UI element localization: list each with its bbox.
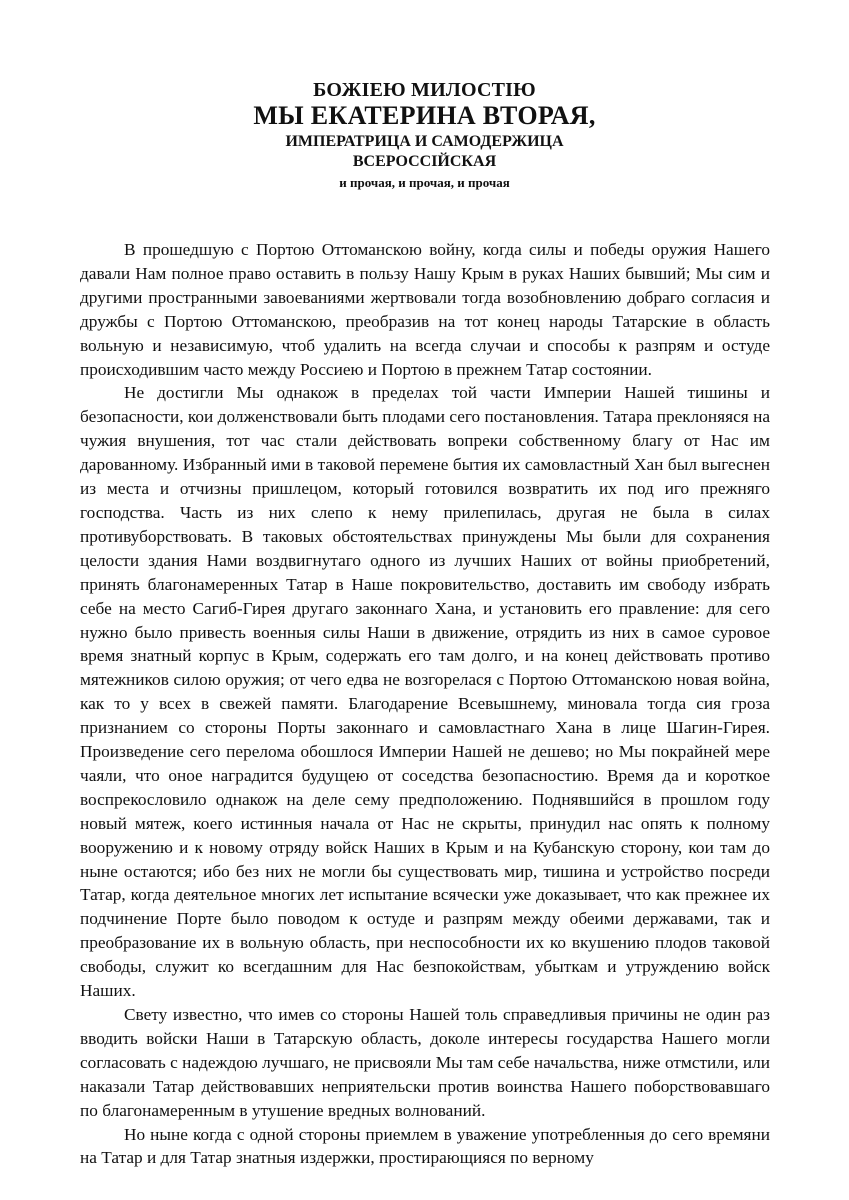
paragraph: Но ныне когда с одной стороны приемлем в уважение употребленныя до сего времяни на Татар и для Татар знатныя издержки, простирающияся по верному [80, 1124, 770, 1168]
header-empress-name: МЫ ЕКАТЕРИНА ВТОРАЯ, [253, 101, 596, 130]
header-realm-line: ВСЕРОССІЙСКАЯ [352, 153, 497, 170]
paragraph: В прошедшую с Портою Оттоманскою войну, когда силы и победы оружия Нашего давали Нам полное право оставить в пользу Нашу Крым в руках Наших бывший; Мы сим и другими пространными завоеваниями жертвовали тогда возобновлению добраго согласия и дружбы с Портою Оттоманскою, преобразив на тот конец народы Татарские в область вольную и независимую, чтоб удалить на всегда случаи и способы к разпрям и остуде происходившим часто между Россиею и Портою в прежнем Татар состоянии. [80, 240, 770, 379]
header-by-grace-line: БОЖІЕЮ МИЛОСТІЮ [313, 79, 536, 101]
manifesto-body [80, 238, 770, 1170]
paragraph: Не достигли Мы однакож в пределах той части Империи Нашей тишины и безопасности, кои долженствовали быть плодами сего постановления. Татара преклоняяся на чужия внушения, тот час стали действовать вопреки собственному благу от Нас им дарованному. Избранный ими в таковой перемене бытия их самовластный Хан был выгеснен из места и отчизны пришлецом, который готовился возвратить их под иго прежняго господства. Часть из них слепо к нему прилепилась, другая не была в силах противуборствовать. В таковых обстоятельствах принуждены Мы были для сохранения целости здания Нами воздвигнутаго одного из лучших Наших от войны приобретений, принять благонамеренных Татар в Наше покровительство, доставить им свободу избрать себе на место Сагиб-Гирея другаго законнаго Хана, и установить его правление: для сего нужно было привесть военныя силы Наши в движение, отрядить из них в самое суровое время знатный корпус в Крым, содержать его там долго, и на конец действовать противо мятежников силою оружия; от чего едва не возгорелася с Портою Оттоманскою новая война, как то у всех в свежей памяти. Благодарение Всевышнему, миновала тогда сия гроза признанием со стороны Порты законнаго и самовластнаго Хана в лице Шагин-Гирея. Произведение сего перелома обошлося Империи Нашей не дешево; но Мы покрайней мере чаяли, что оное наградится будущею от соседства безопасностию. Время да и короткое воспрекословило однакож на деле сему предположению. Поднявшийся в прошлом году новый мятеж, коего истинныя начала от Нас не скрыты, принудил нас опять к полному вооружению и к новому отряду войск Наших в Крым и на Кубанскую сторону, кои там до ныне остаются; ибо без них не могли бы существовать мир, тишина и устройство посреди Татар, когда деятельное многих лет испытание всячески уже доказывает, что как прежнее их подчинение Порте было поводом к остуде и разпрям между обеими державами, так и преобразование их в вольную область, при неспособности их ко вкушению плодов таковой свободы, служит ко всегдашним для Нас безпокойствам, убыткам и утруждению войск Наших. [80, 383, 770, 1001]
paragraph: Свету известно, что имев со стороны Нашей толь справедливыя причины не один раз вводить войски Наши в Татарскую область, доколе интересы государства Нашего могли согласовать с надеждою лучшаго, не присвояли Мы там себе начальства, ниже отмстили, или наказали Татар действовавших неприятельски против воинства Нашего поборствовавшаго по благонамеренным в утушение вредных волнований. [80, 1005, 770, 1120]
manifesto-header [0, 80, 849, 189]
header-title-line: ИМПЕРАТРИЦА И САМОДЕРЖИЦА [285, 133, 564, 150]
header-et-cetera-line: и прочая, и прочая, и прочая [339, 175, 510, 190]
